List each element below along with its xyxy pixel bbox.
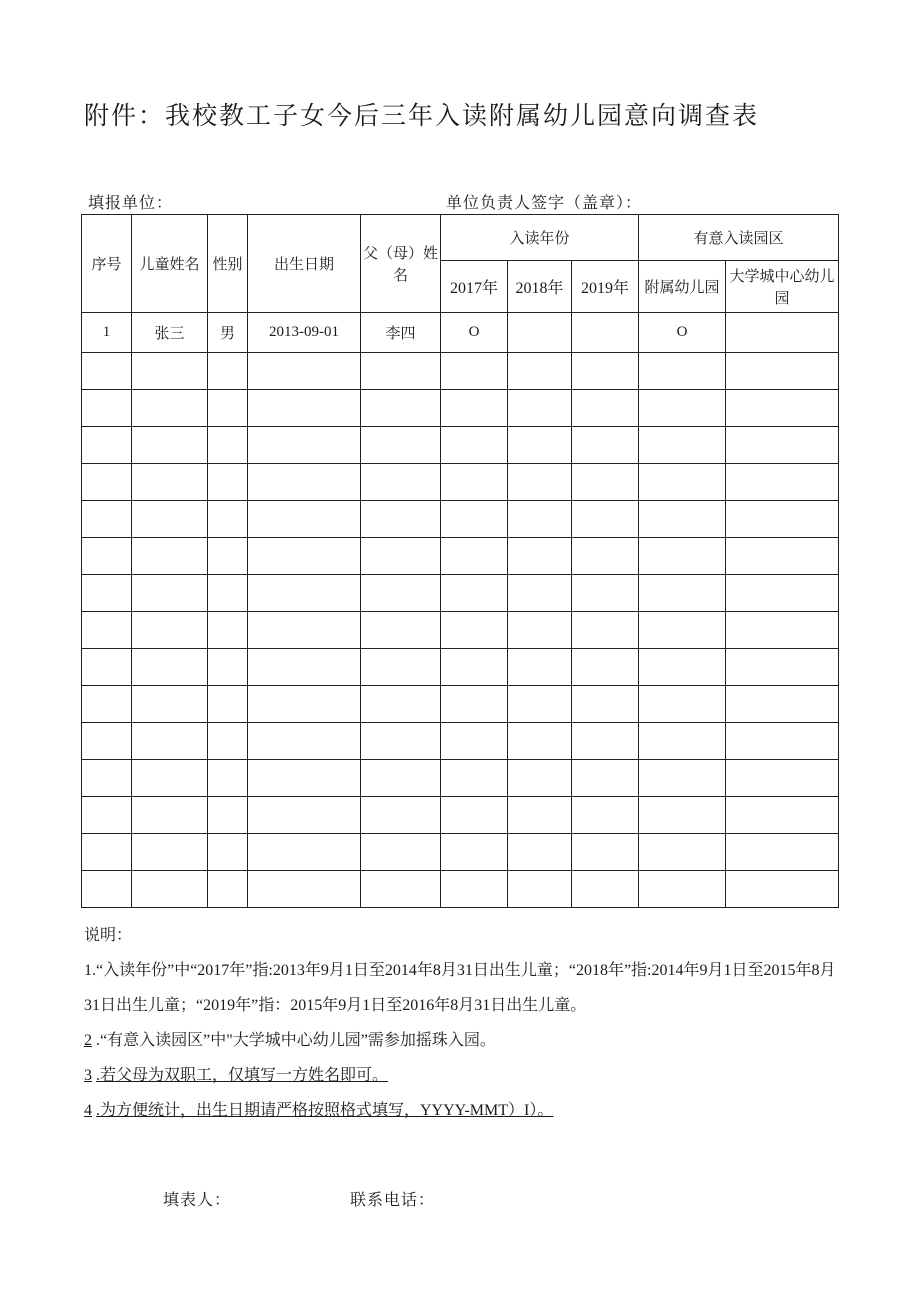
empty-cell[interactable] [208,427,248,464]
empty-cell[interactable] [726,538,839,575]
empty-cell[interactable] [441,760,508,797]
empty-cell[interactable] [361,575,441,612]
empty-cell[interactable] [441,649,508,686]
empty-cell[interactable] [639,649,726,686]
empty-cell[interactable] [82,390,132,427]
empty-cell[interactable] [248,575,361,612]
empty-cell[interactable] [572,686,639,723]
table-row [82,649,839,686]
cell-gender: 男 [208,313,248,353]
empty-cell[interactable] [208,723,248,760]
empty-cell[interactable] [508,871,572,908]
empty-cell[interactable] [508,760,572,797]
header-year-2017: 2017年 [441,261,508,313]
empty-cell[interactable] [208,797,248,834]
reporting-unit-label: 填报单位： [88,193,174,212]
empty-cell[interactable] [208,390,248,427]
empty-cell[interactable] [726,612,839,649]
empty-cell[interactable] [361,612,441,649]
empty-cell[interactable] [572,575,639,612]
empty-rows [82,353,839,908]
empty-cell[interactable] [82,760,132,797]
empty-cell[interactable] [572,353,639,390]
empty-cell[interactable] [726,723,839,760]
empty-cell[interactable] [361,649,441,686]
empty-cell[interactable] [726,390,839,427]
empty-cell[interactable] [572,834,639,871]
empty-cell[interactable] [248,464,361,501]
empty-cell[interactable] [132,760,208,797]
empty-cell[interactable] [132,612,208,649]
empty-cell[interactable] [508,686,572,723]
empty-cell[interactable] [361,760,441,797]
empty-cell[interactable] [361,538,441,575]
header-campus-affiliated: 附属幼儿园 [639,261,726,313]
empty-cell[interactable] [639,427,726,464]
empty-cell[interactable] [639,797,726,834]
empty-cell[interactable] [132,871,208,908]
header-child-name: 儿童姓名 [132,215,208,313]
empty-cell[interactable] [132,501,208,538]
empty-cell[interactable] [82,353,132,390]
empty-cell[interactable] [248,797,361,834]
table-row [82,723,839,760]
empty-cell[interactable] [726,834,839,871]
empty-cell[interactable] [208,834,248,871]
empty-cell[interactable] [441,612,508,649]
empty-cell[interactable] [441,538,508,575]
empty-cell[interactable] [572,760,639,797]
empty-cell[interactable] [208,871,248,908]
table-row [82,464,839,501]
table-row [82,834,839,871]
empty-cell[interactable] [208,686,248,723]
empty-cell[interactable] [508,427,572,464]
note-2 [84,1023,836,1058]
header-campus-university: 大学城中心幼儿园 [726,261,839,313]
empty-cell[interactable] [508,353,572,390]
empty-cell[interactable] [248,538,361,575]
empty-cell[interactable] [441,834,508,871]
empty-cell[interactable] [248,760,361,797]
responsible-signature-label: 单位负责人签字（盖章）： [446,193,643,212]
table-row [82,686,839,723]
empty-cell[interactable] [572,538,639,575]
empty-cell[interactable] [572,649,639,686]
empty-cell[interactable] [441,427,508,464]
empty-cell[interactable] [248,686,361,723]
empty-cell[interactable] [208,538,248,575]
empty-cell[interactable] [508,649,572,686]
table-row [82,538,839,575]
empty-cell[interactable] [726,649,839,686]
table-row [82,612,839,649]
empty-cell[interactable] [572,797,639,834]
note-2-text: .“有意入读园区”中"大学城中心幼儿园”需参加摇珠入园。 [96,1032,496,1049]
empty-cell[interactable] [82,575,132,612]
note-4-text: .为方便统计，出生日期请严格按照格式填写，YYYY-MMT）I）。 [96,1102,554,1119]
empty-cell[interactable] [82,834,132,871]
empty-cell[interactable] [639,501,726,538]
cell-mark-2017: O [441,313,508,353]
empty-cell[interactable] [248,612,361,649]
empty-cell[interactable] [441,871,508,908]
empty-cell[interactable] [208,575,248,612]
table-row [82,871,839,908]
note-2-number: 2 [84,1032,92,1049]
empty-cell[interactable] [572,501,639,538]
empty-cell[interactable] [208,464,248,501]
empty-cell[interactable] [248,390,361,427]
empty-cell[interactable] [639,723,726,760]
empty-cell[interactable] [572,612,639,649]
empty-cell[interactable] [726,353,839,390]
empty-cell[interactable] [361,871,441,908]
table-row [82,427,839,464]
empty-cell[interactable] [726,797,839,834]
header-birth-date: 出生日期 [248,215,361,313]
empty-cell[interactable] [132,686,208,723]
empty-cell[interactable] [132,427,208,464]
empty-cell[interactable] [361,427,441,464]
table-row [82,760,839,797]
empty-cell[interactable] [132,649,208,686]
empty-cell[interactable] [508,501,572,538]
empty-cell[interactable] [639,538,726,575]
empty-cell[interactable] [508,797,572,834]
empty-cell[interactable] [208,760,248,797]
survey-table [81,214,839,908]
empty-cell[interactable] [441,686,508,723]
empty-cell[interactable] [208,649,248,686]
empty-cell[interactable] [248,723,361,760]
empty-cell[interactable] [441,390,508,427]
empty-cell[interactable] [82,427,132,464]
cell-mark-affiliated: O [639,313,726,353]
empty-cell[interactable] [508,538,572,575]
empty-cell[interactable] [82,612,132,649]
note-3-text: .若父母为双职工，仅填写一方姓名即可。 [96,1067,389,1084]
empty-cell[interactable] [508,834,572,871]
empty-cell[interactable] [248,649,361,686]
empty-cell[interactable] [208,353,248,390]
header-year-2019: 2019年 [572,261,639,313]
empty-cell[interactable] [361,834,441,871]
header-parent-name: 父（母）姓名 [361,215,441,313]
empty-cell[interactable] [639,834,726,871]
table-row-sample [82,313,839,353]
empty-cell[interactable] [82,797,132,834]
empty-cell[interactable] [508,723,572,760]
empty-cell[interactable] [361,723,441,760]
empty-cell[interactable] [361,353,441,390]
empty-cell[interactable] [639,464,726,501]
empty-cell[interactable] [572,464,639,501]
empty-cell[interactable] [441,501,508,538]
empty-cell[interactable] [639,575,726,612]
empty-cell[interactable] [441,353,508,390]
empty-cell[interactable] [441,575,508,612]
empty-cell[interactable] [572,427,639,464]
empty-cell[interactable] [726,871,839,908]
empty-cell[interactable] [726,427,839,464]
empty-cell[interactable] [508,575,572,612]
empty-cell[interactable] [132,538,208,575]
empty-cell[interactable] [508,390,572,427]
empty-cell[interactable] [248,834,361,871]
empty-cell[interactable] [82,723,132,760]
empty-cell[interactable] [208,612,248,649]
table-row [82,575,839,612]
empty-cell[interactable] [726,575,839,612]
empty-cell[interactable] [361,686,441,723]
empty-cell[interactable] [132,575,208,612]
empty-cell[interactable] [361,464,441,501]
cell-mark-university [726,313,839,353]
empty-cell[interactable] [508,464,572,501]
empty-cell[interactable] [639,612,726,649]
header-year-2018: 2018年 [508,261,572,313]
empty-cell[interactable] [82,686,132,723]
empty-cell[interactable] [132,390,208,427]
empty-cell[interactable] [508,612,572,649]
empty-cell[interactable] [572,723,639,760]
empty-cell[interactable] [82,871,132,908]
table-row [82,353,839,390]
empty-cell[interactable] [572,871,639,908]
empty-cell[interactable] [726,686,839,723]
note-3-number: 3 [84,1067,92,1084]
empty-cell[interactable] [639,871,726,908]
empty-cell[interactable] [248,427,361,464]
cell-seq: 1 [82,313,132,353]
empty-cell[interactable] [726,501,839,538]
note-3 [84,1058,836,1093]
note-4-number: 4 [84,1102,92,1119]
empty-cell[interactable] [441,797,508,834]
filler-label: 填表人： [163,1190,232,1209]
empty-cell[interactable] [248,871,361,908]
empty-cell[interactable] [248,501,361,538]
empty-cell[interactable] [639,353,726,390]
table-row [82,390,839,427]
header-enroll-year: 入读年份 [441,215,639,261]
cell-parent-name: 李四 [361,313,441,353]
phone-label: 联系电话： [350,1190,436,1209]
cell-child-name: 张三 [132,313,208,353]
empty-cell[interactable] [361,797,441,834]
header-campus: 有意入读园区 [639,215,839,261]
empty-cell[interactable] [82,464,132,501]
empty-cell[interactable] [361,390,441,427]
cell-birth-date: 2013-09-01 [248,313,361,353]
cell-mark-2019 [572,313,639,353]
notes-heading: 说明： [84,927,133,944]
empty-cell[interactable] [726,464,839,501]
empty-cell[interactable] [132,353,208,390]
cell-mark-2018 [508,313,572,353]
empty-cell[interactable] [726,760,839,797]
empty-cell[interactable] [132,723,208,760]
empty-cell[interactable] [132,464,208,501]
empty-cell[interactable] [361,501,441,538]
header-gender: 性别 [208,215,248,313]
empty-cell[interactable] [441,464,508,501]
empty-cell[interactable] [441,723,508,760]
table-row [82,797,839,834]
empty-cell[interactable] [639,760,726,797]
table-row [82,501,839,538]
empty-cell[interactable] [248,353,361,390]
note-4 [84,1093,836,1128]
empty-cell[interactable] [132,797,208,834]
empty-cell[interactable] [82,538,132,575]
note-1: 1.“入读年份”中“2017年”指:2013年9月1日至2014年8月31日出生儿童；“2018年”指:2014年9月1日至2015年8月31日出生儿童；“2019年”指：2015年9月1日至2016年8月31日出生儿童。 [84,962,836,1014]
empty-cell[interactable] [639,390,726,427]
empty-cell[interactable] [208,501,248,538]
page-title: 附件：我校教工子女今后三年入读附属幼儿园意向调查表 [84,101,760,130]
empty-cell[interactable] [572,390,639,427]
empty-cell[interactable] [82,501,132,538]
empty-cell[interactable] [132,834,208,871]
empty-cell[interactable] [82,649,132,686]
notes-section [84,918,836,1128]
empty-cell[interactable] [639,686,726,723]
header-seq: 序号 [82,215,132,313]
